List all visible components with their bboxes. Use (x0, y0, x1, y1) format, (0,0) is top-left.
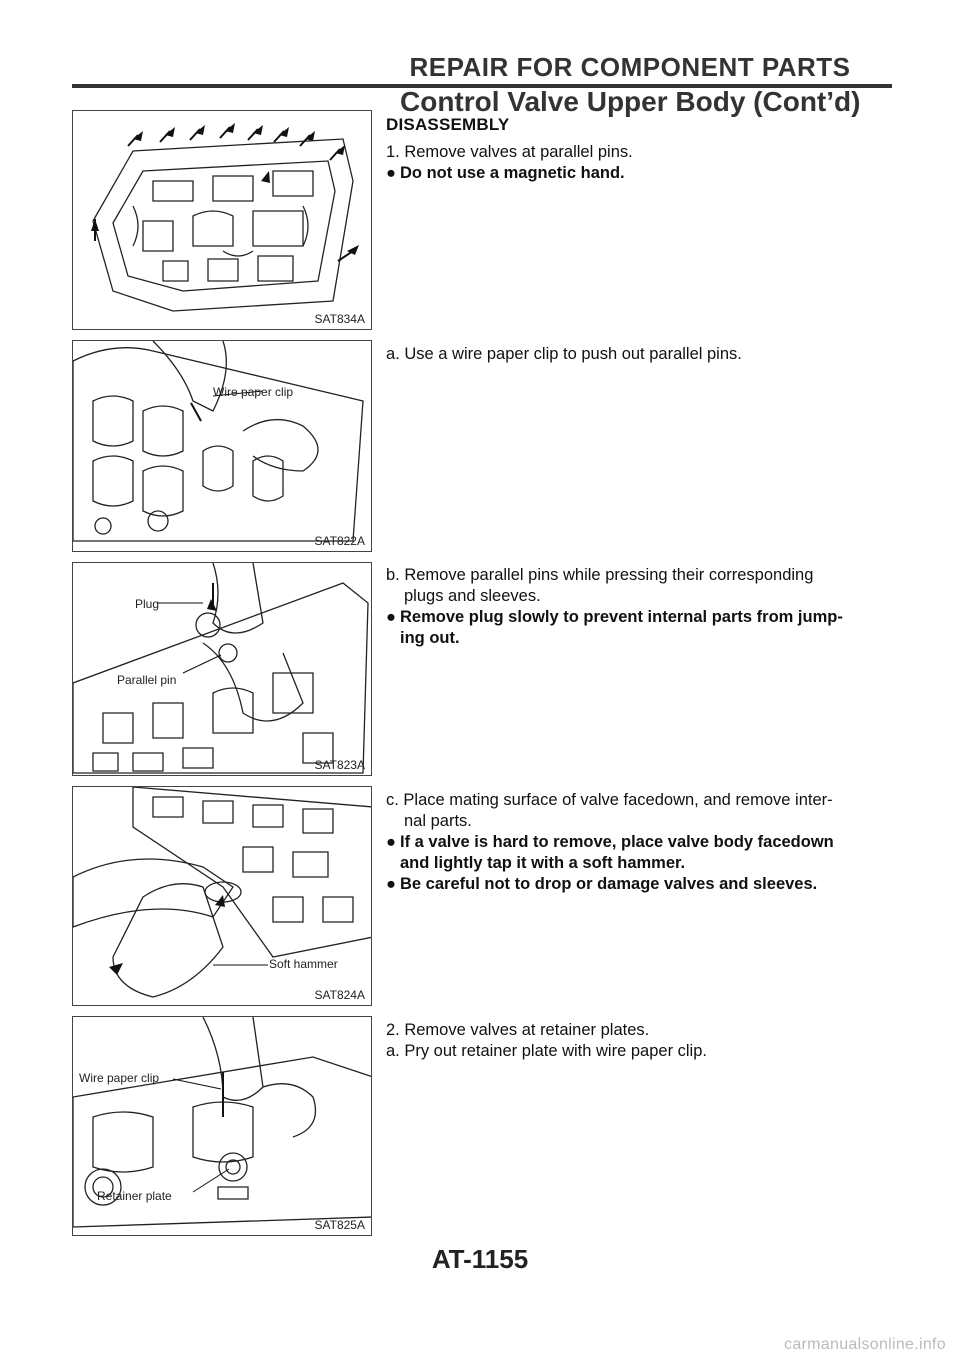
section-heading: DISASSEMBLY (386, 115, 510, 134)
figure-code: SAT825A (314, 1218, 365, 1232)
step-2a: a. Pry out retainer plate with wire paper clip. (386, 1042, 707, 1060)
soft-hammer-illustration (73, 787, 372, 1006)
bullet-item (386, 163, 896, 184)
bullet-item (386, 832, 896, 874)
step-b-line2: plugs and sleeves. (404, 587, 541, 605)
bullet-icon: ● (386, 608, 396, 626)
section-step-c (386, 790, 896, 895)
callout-plug: Plug (135, 597, 160, 611)
step-b-line1: b. Remove parallel pins while pressing their corresponding (386, 566, 814, 584)
step-2: 2. Remove valves at retainer plates. (386, 1021, 650, 1039)
callout-soft-hammer: Soft hammer (269, 957, 338, 971)
figure-sat825a (72, 1016, 372, 1236)
section-step-a (386, 344, 896, 365)
section-subtitle: Control Valve Upper Body (Cont’d) (400, 86, 861, 117)
figure-sat822a (72, 340, 372, 552)
figure-code: SAT824A (314, 988, 365, 1002)
figure-code: SAT822A (314, 534, 365, 548)
page-header-title: REPAIR FOR COMPONENT PARTS (409, 52, 851, 82)
bullet-text-line1: If a valve is hard to remove, place valve body facedown (400, 833, 834, 851)
bullet-text-line2: and lightly tap it with a soft hammer. (400, 854, 686, 872)
figure-sat834a (72, 110, 372, 330)
section-disassembly (386, 114, 896, 184)
figure-sat824a (72, 786, 372, 1006)
step-a: a. Use a wire paper clip to push out parallel pins. (386, 345, 742, 363)
bullet-text: Be careful not to drop or damage valves and sleeves. (400, 875, 818, 893)
bullet-text-line1: Remove plug slowly to prevent internal parts from jump- (400, 608, 843, 626)
retainer-plate-illustration (73, 1017, 372, 1236)
step-c-line2: nal parts. (404, 812, 472, 830)
figure-sat823a (72, 562, 372, 776)
bullet-text: Do not use a magnetic hand. (400, 164, 625, 182)
bullet-icon: ● (386, 833, 396, 851)
step-c-line1: c. Place mating surface of valve facedown, and remove inter- (386, 791, 833, 809)
wire-clip-illustration (73, 341, 372, 552)
callout-parallel-pin: Parallel pin (117, 673, 177, 687)
page-number: AT-1155 (431, 1244, 529, 1274)
bullet-text-line2: ing out. (400, 629, 460, 647)
parallel-pin-illustration (73, 563, 372, 776)
bullet-icon: ● (386, 875, 396, 893)
figure-code: SAT823A (314, 758, 365, 772)
section-step-2 (386, 1020, 896, 1062)
bullet-item (386, 607, 896, 649)
bullet-icon: ● (386, 164, 396, 182)
step-1: 1. Remove valves at parallel pins. (386, 143, 633, 161)
valve-body-illustration (73, 111, 372, 330)
section-step-b (386, 565, 896, 649)
callout-wire-paper-clip: Wire paper clip (79, 1071, 160, 1085)
watermark: carmanualsonline.info (784, 1336, 946, 1353)
bullet-item (386, 874, 896, 895)
callout-wire-paper-clip: Wire paper clip (213, 385, 294, 399)
figure-code: SAT834A (314, 312, 365, 326)
callout-retainer-plate: Retainer plate (97, 1189, 172, 1203)
